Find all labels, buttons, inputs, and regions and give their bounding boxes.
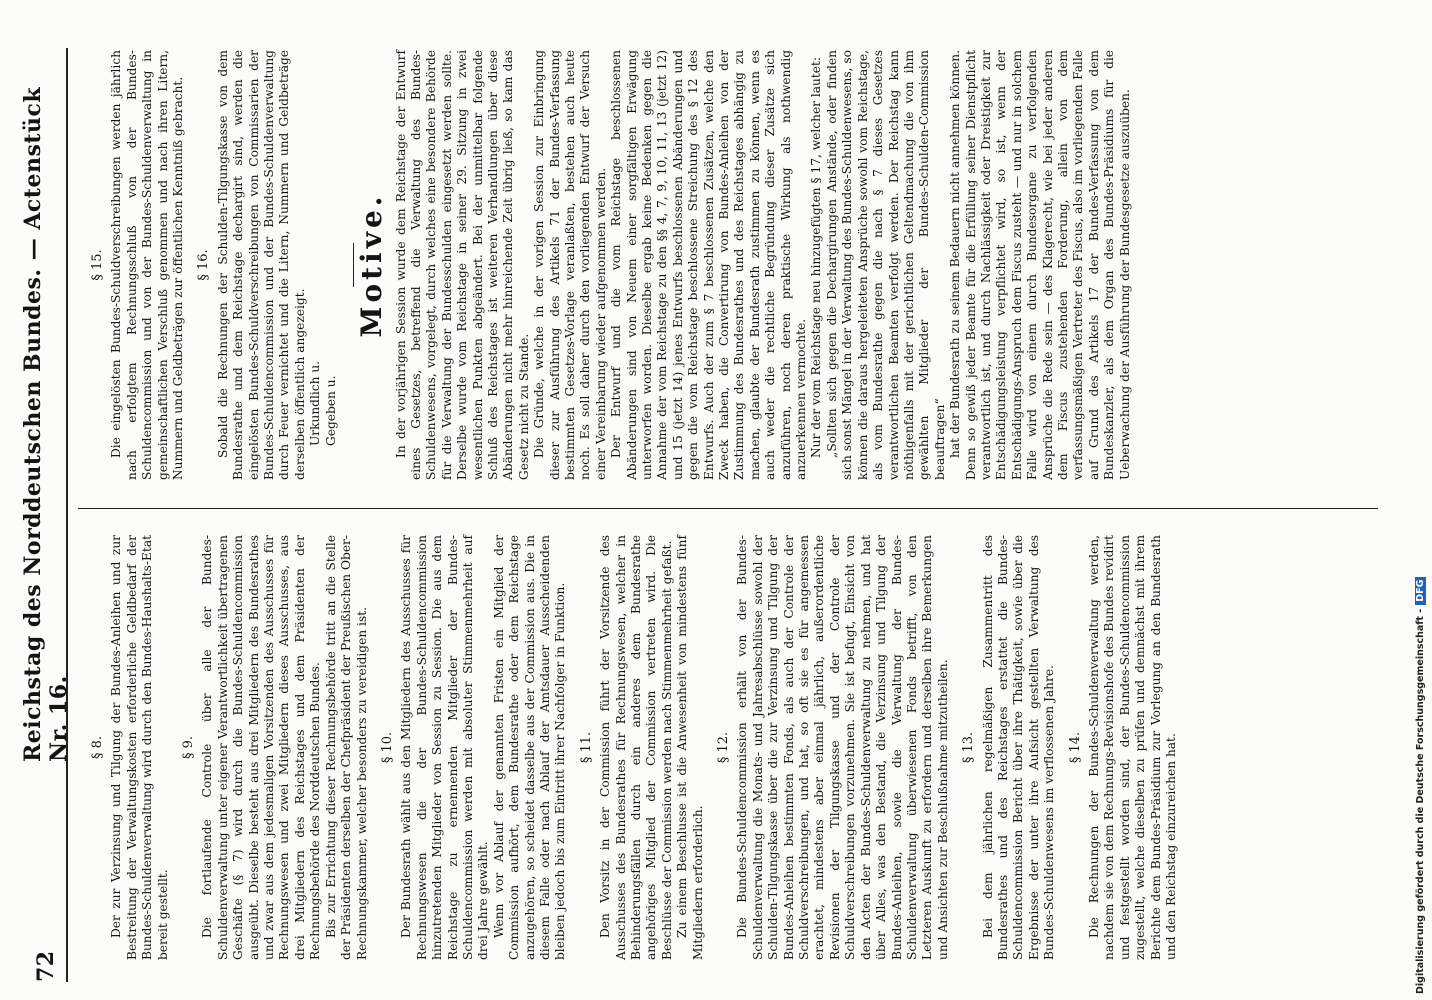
paragraph: hat der Bundesrath zu seinem Bedauern nicht annehmen können. Denn so gewiß jeder Beamte für die Erfüllung seiner Dienstpflicht verantwortlich ist, und durch Nachlässigkeit oder Dreistigkeit zur Entschädigungsleistung verpflichtet wird, so ist, wenn der Entschädigungs-Anspruch dem Fiscus zusteht — und nur in solchem Falle wird von einem durch Bundesorgane zu verfolgenden Ansprüche die Rede sein — des Klagerecht, wie bei jeder anderen dem Fiscus zustehenden Forderung, allein von dem verfassungsmäßigen Vertreter des Fiscus, also im vorliegenden Falle auf Grund des Artikels 17 der Bundes-Verfassung von dem Bundeskanzler, als dem Organ des Bundes-Präsidiums für die Ueberwachung der Ausführung der Bundesgesetze auszuüben.	[948, 50, 1132, 480]
paragraph: Der zur Verzinsung und Tilgung der Bundes-Anleihen und zur Bestreitung der Verwaltungskosten erforderliche Geldbedarf der Bundes-Schuldenverwaltung wird durch den Bundes-Haushalts-Etat bereit gestellt.	[109, 535, 170, 960]
paragraph: Der Entwurf und die vom Reichstage beschlossenen Abänderungen sind von Neuem einer sorgfältigen Erwägung unterworfen worden. Dieselbe ergab keine Bedenken gegen die Annahme der vom Reichstage zu den §§ 4, 7, 9, 10, 11, 13 (jetzt 12) und 15 (jetzt 14) jenes Entwurfs beschlossenen Abänderungen und gegen die vom Reichstage beschlossene Streichung des § 12 des Entwurfs. Auch der zum § 7 beschlossenen Zusätzen, welche den Zweck haben, die Convertirung von Bundes-Anleihen von der Zustimmung des Bundesrathes und des Reichstages abhängig zu machen, glaubte der Bundesrath zustimmen zu können, wenn es auch weder die rechtliche Begründung dieser Zusätze sich anzuführen, noch deren praktische Wirkung als nothwendig anzuerkennen vermochte.	[609, 50, 809, 480]
paragraph: Die Bundes-Schuldencommission erhält von der Bundes-Schuldenverwaltung die Monats- und Jahresabschlüsse sowohl der Schulden-Tilgungskasse über die zur Verzinsung und Tilgung der Bundes-Anleihen bestimmten Fonds, als auch der Controle der Schuldverschreibungen, und hat, so oft sie es für angemessen erachtet, mindestens aber einmal jährlich, außerordentliche Revisionen der Tilgungskasse und der Controle der Schuldverschreibungen vorzunehmen. Sie ist befugt, Einsicht von den Acten der Bundes-Schuldenverwaltung zu nehmen, und hat über Alles, was den Bestand, die Verzinsung und Tilgung der Bundes-Anleihen, sowie die Verwaltung der Bundes-Schuldenverwaltung überwiesenen Fonds betrifft, von den Letzteren Auskunft zu erfordern und derselben ihre Bemerkungen und Ansichten zur Beschlußnahme mitzutheilen.	[735, 535, 950, 960]
paragraph: Die fortlaufende Controle über alle der Bundes-Schuldenverwaltung unter eigener Verantwortlichkeit übertragenen Geschäfte (§ 7) wird durch die Bundes-Schuldencommission ausgeübt. Dieselbe besteht aus drei Mitgliedern des Bundesrathes und zwar aus dem jedesmaligen Vorsitzenden des Ausschusses für Rechnungswesen und zwei Mitgliedern dieses Ausschusses, aus drei Mitgliedern des Reichstages und dem Präsidenten der Rechnungsbehörde des Norddeutschen Bundes.	[200, 535, 323, 960]
section-heading: § 13.	[961, 731, 977, 764]
paragraph: Bis zur Errichtung dieser Rechnungsbehörde tritt an die Stelle der Präsidenten derselben der Chefpräsident der Preußischen Ober-Rechnungskammer, welcher besonders zu vereidigen ist.	[323, 535, 369, 960]
attestation-line: Urkundlich u.	[308, 360, 323, 446]
paragraph: Die Rechnungen der Bundes-Schuldenverwaltung werden, nachdem sie von dem Rechnungs-Revisionshofe des Bundes revidirt und festgestellt worden sind, der Bundes-Schuldencommission zugestellt, welche dieselben zu prüfen und demnächst mit ihrem Berichte dem Bundes-Präsidium zur Vorlegung an den Bundesrath und den Reichstag einzureichen hat.	[1086, 535, 1178, 960]
dfg-logo: DFG	[1415, 577, 1426, 605]
paragraph: Die eingelösten Bundes-Schuldverschreibungen werden jährlich nach erfolgtem Rechnungsschluß von der Bundes-Schuldencommission und von der Bundes-Schuldenverwaltung in gemeinschaftlichen Verschluß genommen und nach ihren Litern, Nummern und Geldbeträgen zur öffentlichen Kenntniß gebracht.	[109, 50, 186, 480]
paragraph: Wenn vor Ablauf der genannten Fristen ein Mitglied der Commission aufhört, dem Bundesrathe oder dem Reichstage anzugehören, so scheidet dasselbe aus der Commission aus. Die in diesem Falle oder nach Ablauf der Amtsdauer Ausscheidenden bleiben jedoch bis zum Eintritt ihrer Nachfolger in Funktion.	[491, 535, 568, 960]
section-heading: § 11.	[578, 731, 594, 764]
section-heading: § 16.	[196, 249, 212, 281]
section-heading: § 14.	[1067, 731, 1083, 764]
paragraph: Zu einem Beschlusse ist die Anwesenheit von mindestens fünf Mitgliedern erforderlich.	[675, 535, 705, 960]
paragraph: Nur der vom Reichstage neu hinzugefügten § 17, welcher lautet:	[809, 57, 824, 458]
section-heading: § 15.	[90, 249, 105, 281]
paragraph: Sobald die Rechnungen der Schulden-Tilgungskasse von dem Bundesrathe und dem Reichstage dechargirt sind, werden die eingelösten Bundes-Schuldverschreibungen von Commissarien der Bundes-Schuldencommission und der Bundes-Schuldenverwaltung durch Feuer vernichtet und die Litern, Nummern und Geldbeträge derselben öffentlich angezeigt.	[215, 50, 307, 480]
digitization-credit	[1412, 0, 1430, 1000]
paragraph: Bei dem jährlichen regelmäßigen Zusammentritt des Bundesrathes und des Reichstages erstattet die Bundes-Schuldencommission Bericht über ihre Thätigkeit, sowie über die Ergebnisse der unter ihre Aufsicht gestellten Verwaltung des Bundes-Schuldenwesens im verflossenen Jahre.	[980, 535, 1057, 960]
motive-heading: Motive.	[355, 192, 389, 338]
section-heading: § 10.	[379, 731, 395, 764]
running-title: Reichstag des Norddeutschen Bundes. — Actenstück Nr. 16.	[20, 86, 72, 762]
left-text-column	[80, 535, 1352, 960]
paragraph: In der vorjährigen Session wurde dem Reichstage der Entwurf eines Gesetzes, betreffend die Verwaltung des Bundes-Schuldenwesens, vorgelegt, durch welches eine besondere Behörde für die Verwaltung der Bundesschulden eingesetzt werden sollte. Derselbe wurde vom Reichstage in seiner 29. Sitzung in zwei wesentlichen Punkten abgeändert. Bei der unmittelbar folgende Schluß des Reichstages ist weiteren Verhandlungen über diese Abänderungen nicht mehr hinreichende Zeit übrig ließ, so kam das Gesetz nicht zu Stande.	[393, 50, 531, 480]
paragraph: „Sollten sich gegen die Dechargirungen Anstände, oder finden sich sonst Mängel in der Verwaltung des Bundes-Schuldenwesens, so können die daraus hergeleiteten Ansprüche sowohl vom Reichstage, als vom Bundesrathe gegen die nach § 7 dieses Gesetzes verantwortlichen Beamten verfolgt werden. Der Reichstag kann nöthigenfalls mit der gerichtlichen Geltendmachung die von ihm gewählten Mitglieder der Bundes-Schulden-Commission beauftragen“	[824, 50, 947, 480]
section-heading: § 9.	[181, 735, 197, 760]
paragraph: Die Gründe, welche in der vorigen Session zur Einbringung dieser zur Ausführung des Artikels 71 der Bundes-Verfassung bestimmten Gesetzes-Vorlage veranlaßten, bestehen auch heute noch. Es soll daher durch den vorliegenden Entwurf der Versuch einer Vereinbarung wieder aufgenommen werden.	[532, 50, 608, 480]
attestation-line: Gegeben u.	[323, 375, 338, 446]
section-heading: § 8.	[90, 735, 105, 760]
section-heading: § 12.	[716, 731, 732, 764]
column-divider	[78, 508, 1378, 509]
page-header	[20, 48, 72, 982]
right-text-column	[80, 50, 1352, 480]
paragraph: Der Bundesrath wählt aus den Mitgliedern des Ausschusses für Rechnungswesen die der Bundes-Schuldencommission hinzutretenden Mitglieder von Session zu Session. Die aus dem Reichstage zu ernennenden Mitglieder der Bundes-Schuldencommission werden mit absoluter Stimmenmehrheit auf drei Jahre gewählt.	[399, 535, 491, 960]
credit-text: Digitalisierung gefördert durch die Deutsche Forschungsgemeinschaft -	[1415, 608, 1426, 994]
separator-rule	[353, 243, 354, 287]
paragraph: Den Vorsitz in der Commission führt der Vorsitzende des Ausschusses des Bundesrathes für Rechnungswesen, welcher in Behinderungsfällen durch ein anderes dem Bundesrathe angehöriges Mitglied der Commission vertreten wird. Die Beschlüsse der Commission werden nach Stimmenmehrheit gefaßt.	[598, 535, 674, 960]
page-number: 72	[33, 950, 59, 982]
